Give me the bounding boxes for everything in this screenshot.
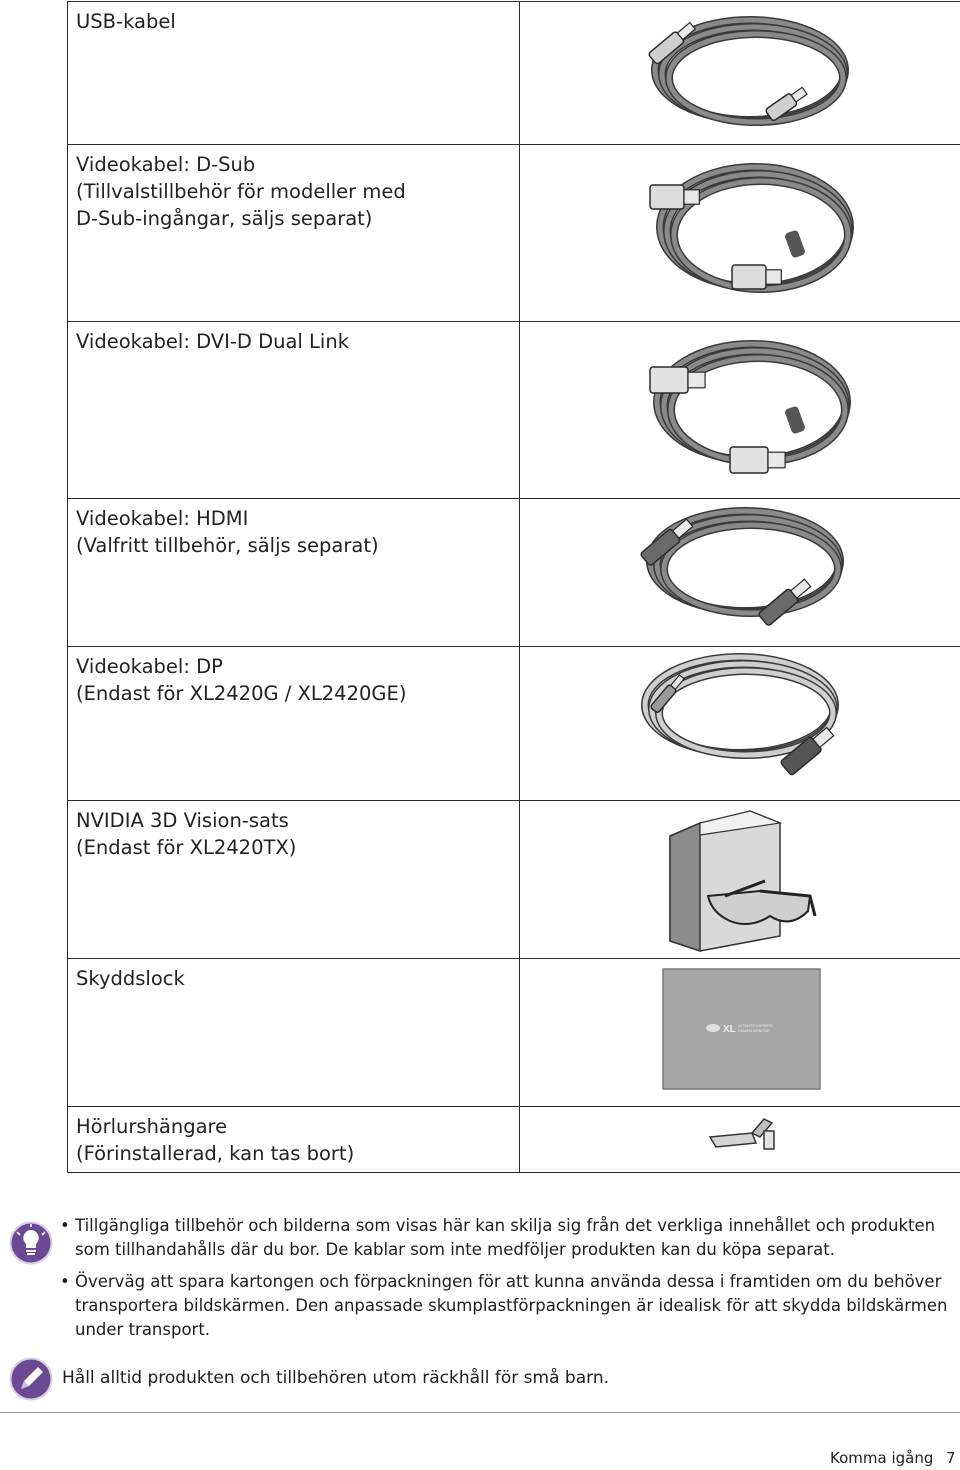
- accessory-name: Videokabel: DVI-D Dual Link: [76, 330, 349, 353]
- hdmi-cable-image: [520, 499, 960, 647]
- accessory-label-cell: [68, 959, 520, 1107]
- accessory-row: [68, 959, 960, 1107]
- accessory-note: (Endast för XL2420G / XL2420GE): [76, 682, 407, 705]
- accessory-name: Skyddslock: [76, 967, 185, 990]
- lightbulb-icon: [9, 1220, 53, 1266]
- accessory-note: D-Sub-ingångar, säljs separat): [76, 207, 373, 230]
- dp-cable-image: [520, 647, 960, 801]
- footer-divider: [0, 1412, 960, 1413]
- accessory-row: [68, 499, 960, 647]
- note-bullet-2: • Överväg att spara kartongen och förpackningen för att kunna använda dessa i framtiden om du behöver transportera bildskärmen. Den anpassade skumplastförpackningen är idealisk för att skydda bildskärmen under transport.: [60, 1270, 950, 1342]
- accessory-name: NVIDIA 3D Vision-sats: [76, 809, 289, 832]
- pencil-icon: [9, 1356, 53, 1402]
- accessory-label-cell: [68, 499, 520, 647]
- note-bullet-2-text: Överväg att spara kartongen och förpackningen för att kunna använda dessa i framtiden om du behöver transportera bildskärmen. Den anpassade skumplastförpackningen är idealisk för att skydda bildskärmen under transport.: [75, 1272, 948, 1339]
- headphone-hook-image: [520, 1107, 960, 1173]
- accessory-note: (Förinstallerad, kan tas bort): [76, 1142, 355, 1165]
- accessory-label-cell: [68, 801, 520, 959]
- accessories-table: [67, 1, 960, 1173]
- dvi-cable-image: [520, 322, 960, 499]
- accessory-label-cell: [68, 1107, 520, 1173]
- dsub-cable-image: [520, 145, 960, 322]
- accessory-row: [68, 145, 960, 322]
- accessory-label-cell: [68, 145, 520, 322]
- accessory-row: [68, 2, 960, 145]
- note-bullet-1: • Tillgängliga tillbehör och bilderna som visas här kan skilja sig från det verkliga innehållet och produkten som tillhandahålls där du bor. De kablar som inte medföljer produkten kan du köpa separat.: [60, 1214, 950, 1262]
- svg-text:ULTIMATE ESPORTS: ULTIMATE ESPORTS: [738, 1024, 773, 1028]
- accessory-note: (Tillvalstillbehör för modeller med: [76, 180, 406, 203]
- footer-section-title: Komma igång: [830, 1449, 934, 1467]
- accessory-name: Videokabel: HDMI: [76, 507, 249, 530]
- page-number: 7: [946, 1449, 956, 1467]
- accessory-name: Hörlurshängare: [76, 1115, 228, 1138]
- accessory-label-cell: [68, 2, 520, 145]
- accessory-row: [68, 322, 960, 499]
- accessory-name: Videokabel: DP: [76, 655, 223, 678]
- accessory-label-cell: [68, 647, 520, 801]
- accessory-name: USB-kabel: [76, 10, 176, 33]
- protective-cover-image: [520, 959, 960, 1107]
- note-bullet-1-text: Tillgängliga tillbehör och bilderna som visas här kan skilja sig från det verkliga innehållet och produkten som tillhandahålls där du bor. De kablar som inte medföljer produkten kan du köpa separat.: [75, 1216, 936, 1259]
- accessory-row: [68, 647, 960, 801]
- accessory-note: (Valfritt tillbehör, säljs separat): [76, 534, 379, 557]
- usb-cable-image: [520, 2, 960, 145]
- svg-text:GAMING MONITOR: GAMING MONITOR: [738, 1029, 770, 1033]
- svg-text:XL: XL: [723, 1024, 736, 1035]
- 3d-vision-kit-image: [520, 801, 960, 959]
- accessory-name: Videokabel: D-Sub: [76, 153, 256, 176]
- accessory-row: [68, 801, 960, 959]
- accessory-row: [68, 1107, 960, 1173]
- accessory-label-cell: [68, 322, 520, 499]
- warning-text: Håll alltid produkten och tillbehören utom räckhåll för små barn.: [62, 1368, 609, 1388]
- accessory-note: (Endast för XL2420TX): [76, 836, 297, 859]
